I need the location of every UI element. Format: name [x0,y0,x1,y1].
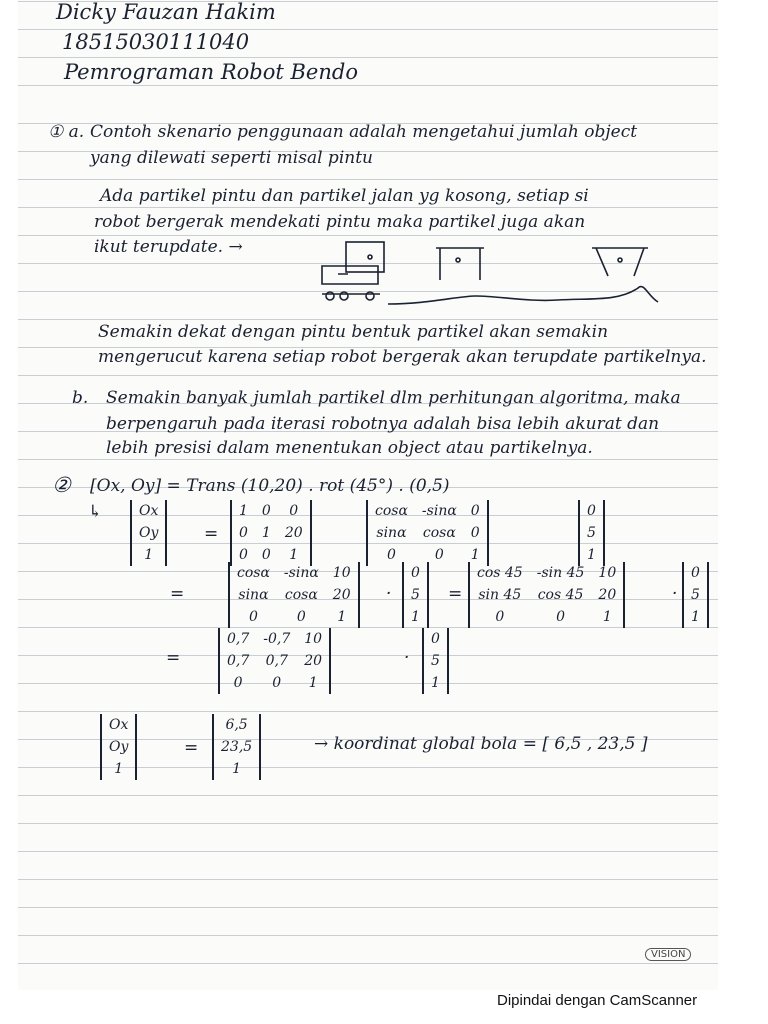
q2-arrow: ↳ [88,502,103,522]
matrix-row [220,628,329,650]
matrix-cell: sinα [238,587,269,603]
door-sketch [436,248,484,280]
student-name: Dicky Fauzan Hakim [56,0,276,24]
equals-sign: = [204,524,219,544]
matrix-cell: 1 [470,547,480,563]
matrix-translation [230,500,312,566]
dot-operator: · [672,584,678,604]
matrix-row [424,650,447,672]
matrix-cell: 5 [431,653,440,669]
vision-stamp: VISION [645,948,691,961]
conclusion: → koordinat global bola = [ 6,5 , 23,5 ] [314,734,648,754]
matrix-row [102,714,135,736]
q1a-line: Semakin dekat dengan pintu bentuk partikel akan semakin [98,322,609,342]
matrix-o [130,500,167,566]
matrix-cell: 5 [587,525,596,541]
matrix-cell: 20 [284,525,303,541]
robot-door-sketch [308,236,668,314]
matrix-cell: 0 [289,503,299,519]
matrix-cell: Oy [109,739,129,755]
matrix-row [220,650,329,672]
q1a-line: robot bergerak mendekati pintu maka partikel juga akan [94,212,586,232]
matrix-cell: cosα [284,587,318,603]
matrix-cell: 0 [261,503,271,519]
dot-operator: · [404,648,410,668]
matrix-cell: 5 [691,587,700,603]
matrix-cell: 0 [411,565,420,581]
matrix-cell: -sinα [421,503,457,519]
q1a-line: ikut terupdate. → [94,237,243,257]
matrix-cell: 0 [239,547,248,563]
matrix-numeric [218,628,331,694]
matrix-combined [228,562,360,628]
matrix-cell: 0 [434,547,444,563]
matrix-cell: 1 [602,609,612,625]
matrix-cell: 0 [249,609,258,625]
matrix-row [404,606,427,628]
particle-curve [388,287,658,304]
q1a-line: Ada partikel pintu dan partikel jalan yg kosong, setiap si [100,186,589,206]
matrix-row [424,628,447,650]
q1b-line: lebih presisi dalam menentukan object atau partikelnya. [106,438,593,458]
matrix-row [230,606,358,628]
matrix-cell: 1 [691,609,700,625]
matrix-vector [422,628,449,694]
matrix-cell: 0 [470,525,480,541]
matrix-cell: sinα [376,525,407,541]
matrix-cell: 1 [239,503,248,519]
matrix-cell: 0 [431,631,440,647]
equals-sign: = [170,584,185,604]
matrix-cell: 20 [332,587,351,603]
matrix-cell: 20 [304,653,323,669]
matrix-rotation [366,500,489,566]
matrix-cell: 6,5 [225,717,248,733]
matrix-cell: 0 [691,565,700,581]
matrix-cell: 1 [232,761,242,777]
matrix-cell: 0 [296,609,306,625]
matrix-cell: 0 [470,503,480,519]
matrix-row [684,606,707,628]
matrix-row [230,584,358,606]
student-id: 18515030111040 [62,30,250,54]
q1a-label: ① a. [48,122,85,142]
matrix-cell: Ox [109,717,129,733]
matrix-row [368,500,487,522]
matrix-o [100,714,137,780]
robot-body-sketch [322,266,378,284]
matrix-row [404,562,427,584]
matrix-cell: -sinα [283,565,319,581]
matrix-row [424,672,447,694]
q1b-line: Semakin banyak jumlah partikel dlm perhitungan algoritma, maka [106,388,681,408]
equals-sign: = [448,584,463,604]
q1b-label: b. [72,388,89,408]
matrix-cell: 1 [587,547,596,563]
q1a-line: Contoh skenario penggunaan adalah mengetahui jumlah object [90,122,638,142]
matrix-cell: Ox [139,503,159,519]
matrix-row [102,736,135,758]
matrix-cell: 20 [598,587,617,603]
q2-equation: [Ox, Oy] = Trans (10,20) . rot (45°) . (0,5) [90,476,450,496]
matrix-cell: 5 [411,587,420,603]
matrix-cell: 0,7 [227,653,250,669]
matrix-cell: 10 [332,565,351,581]
matrix-cell: 1 [261,525,271,541]
matrix-cell: 0,7 [227,631,250,647]
matrix-row [368,522,487,544]
matrix-row [232,522,310,544]
matrix-cell: cosα [422,525,456,541]
matrix-result [212,714,261,780]
matrix-cell: 1 [289,547,299,563]
matrix-row [232,500,310,522]
matrix-row [102,758,135,780]
matrix-cell: 0 [587,503,596,519]
dot-operator: · [386,584,392,604]
matrix-row [470,562,623,584]
matrix-vector [578,500,605,566]
matrix-row [580,500,603,522]
matrix-cell: 0 [495,609,505,625]
matrix-combined-45 [468,562,625,628]
matrix-cell: cosα [237,565,270,581]
q1a-line: yang dilewati seperti misal pintu [90,148,373,168]
q2-label: ② [52,473,71,497]
matrix-row [684,562,707,584]
matrix-cell: 23,5 [221,739,253,755]
matrix-cell: 1 [114,761,124,777]
equals-sign: = [184,738,199,758]
matrix-cell: 1 [308,675,318,691]
matrix-vector [682,562,709,628]
matrix-row [580,522,603,544]
matrix-cell: Oy [139,525,159,541]
matrix-cell: cos 45 [477,565,523,581]
matrix-cell: -sin 45 [536,565,585,581]
matrix-row [470,584,623,606]
matrix-row [214,714,259,736]
matrix-row [132,500,165,522]
matrix-cell: cos 45 [537,587,584,603]
matrix-cell: 0,7 [265,653,288,669]
notebook-page [18,0,718,990]
matrix-row [132,544,165,566]
matrix-cell: 0 [239,525,248,541]
q1b-line: berpengaruh pada iterasi robotnya adalah bisa lebih akurat dan [106,414,660,434]
matrix-cell: cosα [375,503,408,519]
matrix-vector [402,562,429,628]
matrix-cell: sin 45 [478,587,522,603]
matrix-cell: 10 [304,631,323,647]
equals-sign: = [166,648,181,668]
matrix-cell: 0 [233,675,243,691]
camscanner-footer: Dipindai dengan CamScanner [497,992,698,1009]
matrix-cell: 0 [272,675,282,691]
matrix-row [220,672,329,694]
matrix-row [230,562,358,584]
matrix-row [214,736,259,758]
matrix-cell: 1 [411,609,420,625]
course-title: Pemrograman Robot Bendo [64,60,358,84]
matrix-cell: 0 [556,609,566,625]
matrix-cell: 1 [144,547,154,563]
matrix-row [684,584,707,606]
q1a-line: mengerucut karena setiap robot bergerak akan terupdate partikelnya. [98,347,707,367]
matrix-cell: -0,7 [263,631,291,647]
matrix-row [132,522,165,544]
matrix-row [404,584,427,606]
matrix-cell: 1 [431,675,440,691]
matrix-cell: 0 [387,547,396,563]
matrix-cell: 1 [337,609,347,625]
matrix-cell: 10 [598,565,617,581]
matrix-row [470,606,623,628]
matrix-cell: 0 [261,547,271,563]
matrix-row [214,758,259,780]
